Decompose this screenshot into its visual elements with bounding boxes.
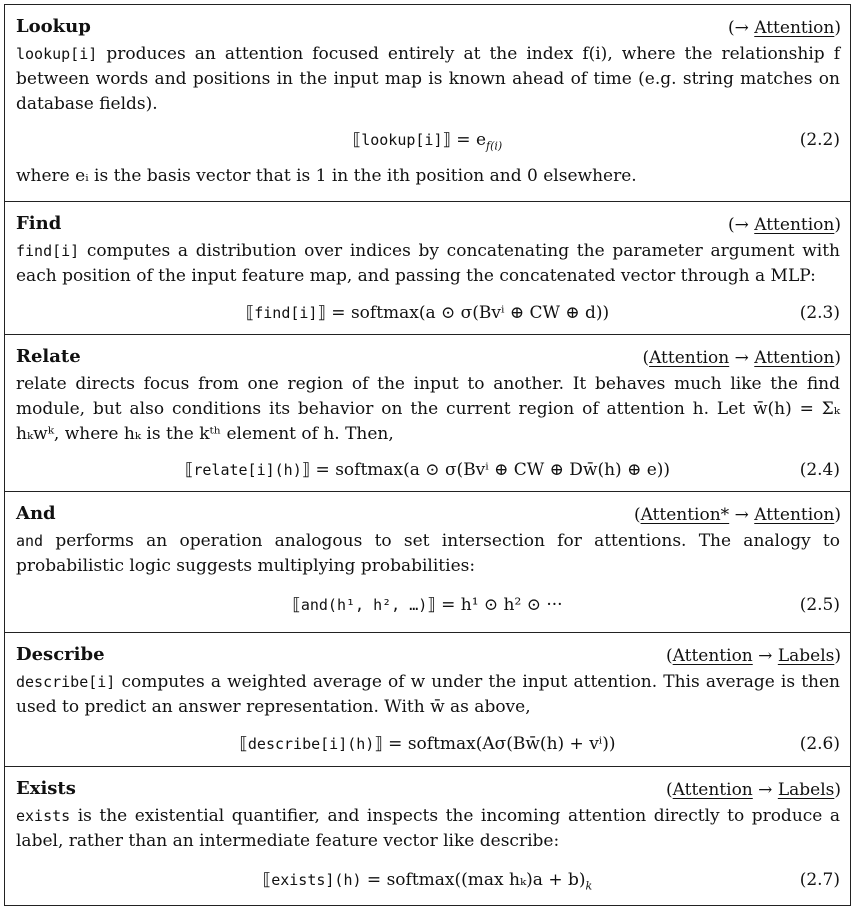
- output-type: Attention: [754, 18, 835, 38]
- input-type: Attention*: [640, 505, 730, 525]
- output-type: Attention: [754, 348, 835, 368]
- equation-number: (2.3): [799, 303, 840, 323]
- module-name: exists: [16, 807, 71, 825]
- section-description: lookup[i] produces an attention focused entirely at the index f(i), where the relationship f between words and positions in the input map is known ahead of time (e.g. string matches on database fields).: [16, 44, 840, 114]
- equation-number: (2.7): [799, 870, 840, 890]
- type-signature: (Attention → Labels): [666, 646, 841, 666]
- section-title: Find: [16, 213, 62, 234]
- section-description: describe[i] computes a weighted average of w under the input attention. This average is then used to predict an answer representation. With w̄ as above,: [16, 672, 840, 717]
- type-signature: (→ Attention): [727, 215, 841, 235]
- section-description: find[i] computes a distribution over indices by concatenating the parameter argument with each position of the input feature map, and passing the concatenated vector through a MLP:: [16, 241, 840, 286]
- equation-number: (2.5): [799, 595, 840, 615]
- section-title: Relate: [16, 346, 81, 367]
- type-signature: (Attention → Labels): [666, 780, 841, 800]
- module-name: and: [16, 532, 44, 550]
- input-type: Attention: [672, 646, 753, 666]
- output-type: Attention: [754, 505, 835, 525]
- section-and: And (Attention* → Attention) and performs an operation analogous to set intersection for attentions. The analogy to probabilistic logic suggests multiplying probabilities: ⟦and(h¹, h², …)⟧ = h¹ ⊙ h² ⊙ ··· (2.5): [5, 492, 850, 633]
- input-type: Attention: [649, 348, 730, 368]
- section-note: where eᵢ is the basis vector that is 1 in the ith position and 0 elsewhere.: [16, 166, 637, 186]
- module-name: find[i]: [16, 242, 80, 260]
- input-type: Attention: [672, 780, 753, 800]
- module-name: describe[i]: [16, 673, 116, 691]
- equation-number: (2.4): [799, 460, 840, 480]
- equation-number: (2.2): [799, 130, 840, 150]
- section-title: Describe: [16, 644, 105, 665]
- section-description: relate directs focus from one region of the input to another. It behaves much like the find module, but also conditions its behavior on the current region of attention h. Let w̄(h) = Σₖ hₖwᵏ, where hₖ is the kᵗʰ element of h. Then,: [16, 374, 840, 444]
- module-definitions-box: [4, 4, 851, 906]
- module-name: lookup[i]: [16, 45, 98, 63]
- section-exists: Exists (Attention → Labels) exists is the existential quantifier, and inspects the incoming attention directly to produce a label, rather than an intermediate feature vector like describe: ⟦exists](h) = softmax((max $h_k)a + b)_k$ (2.7): [16, 778, 841, 893]
- section-description: exists is the existential quantifier, and inspects the incoming attention directly to produce a label, rather than an intermediate feature vector like describe:: [16, 806, 840, 851]
- section-find: Find (→ Attention) find[i] computes a distribution over indices by concatenating the parameter argument with each position of the input feature map, and passing the concatenated vector through a MLP: ⟦find[i]⟧ = softmax(a ⊙ σ(Bvⁱ ⊕ CW ⊕ d)) (2.3): [5, 202, 850, 335]
- section-title: Lookup: [16, 16, 91, 37]
- section-lookup: Lookup (→ Attention) lookup[i] produces an attention focused entirely at the index f(i), where the relationship f between words and positions in the input map is known ahead of time (e.g. string matches on database fields). ⟦lookup[i]⟧ = $e_{f(i)}$ (2.2) where eᵢ is the basis vector that is 1 in the ith position and 0 elsewhere.: [5, 5, 850, 202]
- equation-number: (2.6): [799, 734, 840, 754]
- section-title: And: [16, 503, 56, 524]
- output-type: Labels: [777, 646, 835, 666]
- type-signature: (→ Attention): [727, 18, 841, 38]
- output-type: Labels: [777, 780, 835, 800]
- section-relate: Relate (Attention → Attention) relate directs focus from one region of the input to another. It behaves much like the find module, but also conditions its behavior on the current region of attention h. Let w̄(h) = Σₖ hₖwᵏ, where hₖ is the kᵗʰ element of h. Then, ⟦relate[i](h)⟧ = softmax(a ⊙ σ(Bvⁱ ⊕ CW ⊕ Dw̄(h) ⊕ e)) (2.4): [5, 335, 850, 492]
- output-type: Attention: [754, 215, 835, 235]
- section-title: Exists: [16, 778, 76, 799]
- section-description: and performs an operation analogous to set intersection for attentions. The analogy to probabilistic logic suggests multiplying probabilities:: [16, 531, 840, 576]
- type-signature: (Attention* → Attention): [633, 505, 841, 525]
- section-describe: Describe (Attention → Labels) describe[i] computes a weighted average of w under the input attention. This average is then used to predict an answer representation. With w̄ as above, ⟦describe[i](h)⟧ = softmax(Aσ(Bw̄(h) + vⁱ)) (2.6): [5, 633, 850, 767]
- type-signature: (Attention → Attention): [642, 348, 841, 368]
